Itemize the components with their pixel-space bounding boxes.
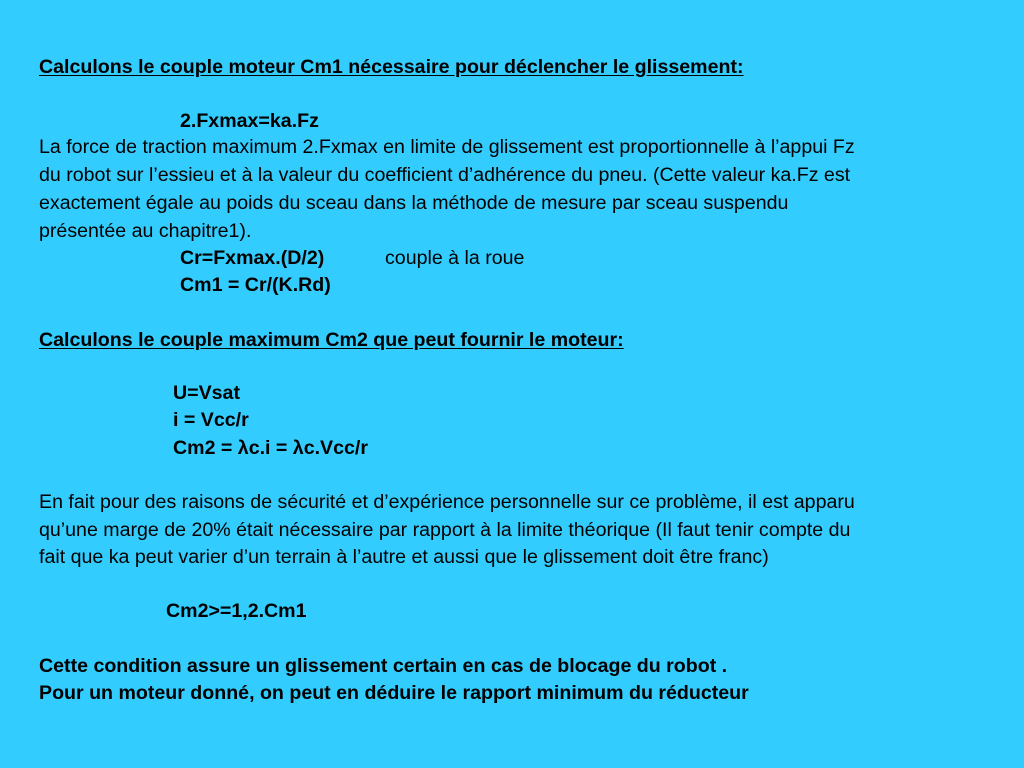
formula-cm1: Cm1 = Cr/(K.Rd)	[180, 274, 331, 296]
section-heading-cm2: Calculons le couple maximum Cm2 que peut fournir le moteur:	[39, 329, 624, 351]
paragraph-line: La force de traction maximum 2.Fxmax en limite de glissement est proportionnelle à l’appui Fz	[39, 136, 855, 158]
paragraph-line: du robot sur l’essieu et à la valeur du coefficient d’adhérence du pneu. (Cette valeur ka.Fz est	[39, 164, 851, 186]
conclusion-line: Cette condition assure un glissement certain en cas de blocage du robot .	[39, 655, 728, 677]
formula-condition: Cm2>=1,2.Cm1	[166, 600, 307, 622]
section-heading-cm1: Calculons le couple moteur Cm1 nécessaire pour déclencher le glissement:	[39, 56, 744, 78]
paragraph-line: qu’une marge de 20% était nécessaire par rapport à la limite théorique (Il faut tenir compte du	[39, 519, 851, 541]
paragraph-line: exactement égale au poids du sceau dans la méthode de mesure par sceau suspendu	[39, 192, 789, 214]
paragraph-line: fait que ka peut varier d’un terrain à l’autre et aussi que le glissement doit être franc)	[39, 546, 769, 568]
formula-fxmax: 2.Fxmax=ka.Fz	[180, 110, 319, 132]
formula-i: i = Vcc/r	[173, 409, 249, 431]
formula-cr: Cr=Fxmax.(D/2)	[180, 247, 325, 269]
formula-cm2: Cm2 = λc.i = λc.Vcc/r	[173, 437, 368, 459]
paragraph-line: En fait pour des raisons de sécurité et d’expérience personnelle sur ce problème, il est apparu	[39, 491, 855, 513]
formula-cr-note: couple à la roue	[385, 247, 525, 269]
conclusion-line: Pour un moteur donné, on peut en déduire le rapport minimum du réducteur	[39, 682, 749, 704]
formula-u: U=Vsat	[173, 382, 240, 404]
paragraph-line: présentée au chapitre1).	[39, 220, 252, 242]
